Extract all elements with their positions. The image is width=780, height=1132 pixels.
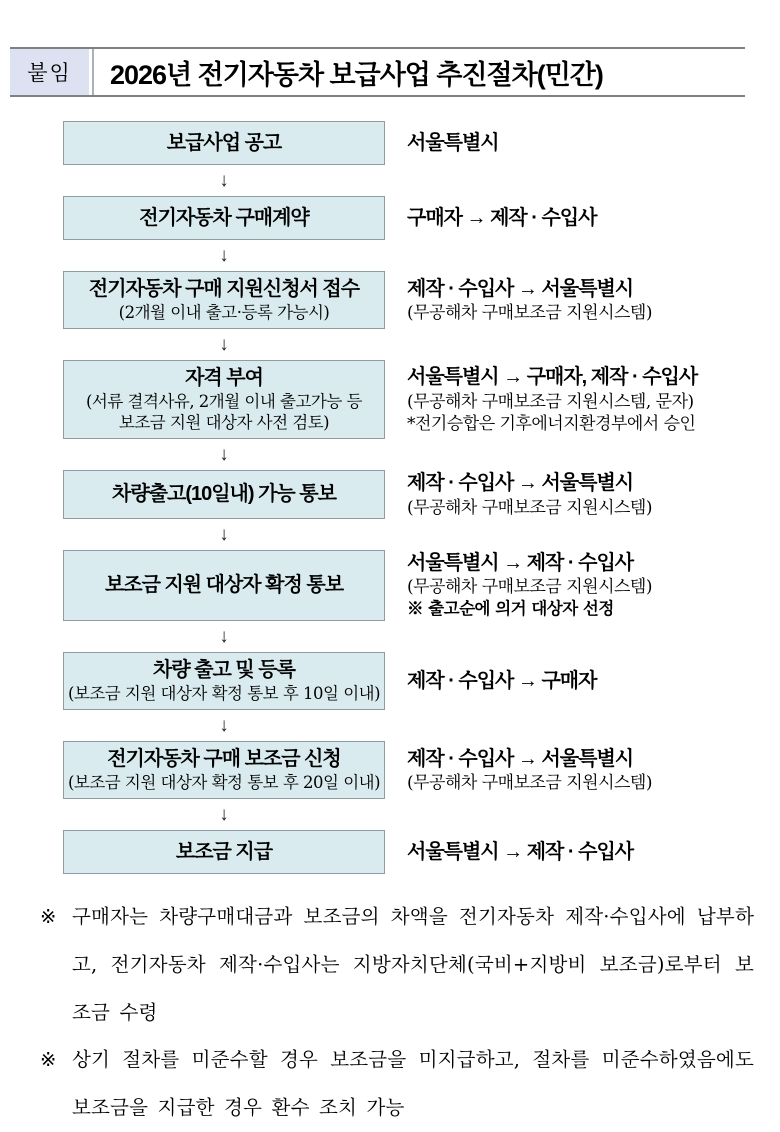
flow-label-note: ※ 출고순에 의거 대상자 선정 <box>407 599 614 619</box>
flow-box-subtitle: (2개월 이내 출고·등록 가능시) <box>118 303 330 322</box>
flow-step-label <box>407 360 755 439</box>
flow-box-subtitle: (보조금 지원 대상자 확정 통보 후 20일 이내) <box>67 773 381 793</box>
flow-box-title: 전기자동차 구매 보조금 신청 <box>107 748 341 771</box>
flow-label-subtitle: (무공해차 구매보조금 지원시스템) <box>407 303 652 324</box>
flow-label-title: 서울특별시 → 구매자, 제작 · 수입사 <box>407 366 698 389</box>
down-arrow-icon: ↓ <box>219 523 229 545</box>
flow-label-title: 서울특별시 → 제작 · 수입사 <box>407 551 634 574</box>
flow-step <box>63 830 755 874</box>
flow-step-label <box>407 830 755 874</box>
attachment-badge: 붙임 <box>10 49 89 95</box>
flow-label-subtitle: (무공해차 구매보조금 지원시스템) <box>407 577 652 598</box>
flow-box-title: 보조금 지원 대상자 확정 통보 <box>104 573 344 596</box>
flow-label-title: 제작 · 수입사 → 구매자 <box>407 669 597 692</box>
flow-step <box>63 470 755 518</box>
flow-box-title: 전기자동차 구매 지원신청서 접수 <box>88 278 360 300</box>
flow-label-title: 서울특별시 → 제작 · 수입사 <box>407 841 634 864</box>
flow-step-label <box>407 196 755 240</box>
flow-arrow-row <box>63 240 755 271</box>
flow-box <box>63 652 385 710</box>
flow-arrow-row <box>63 439 755 470</box>
flow-label-title: 서울특별시 <box>407 131 499 154</box>
flow-label-subtitle: (무공해차 구매보조금 지원시스템, 문자) <box>407 391 694 412</box>
flow-step-label <box>407 550 755 621</box>
down-arrow-icon: ↓ <box>219 715 229 737</box>
flow-step <box>63 360 755 439</box>
flow-arrow-row <box>63 621 755 652</box>
flow-step <box>63 196 755 240</box>
flow-box-title: 전기자동차 구매계약 <box>139 206 309 229</box>
flow-box <box>63 830 385 874</box>
flow-box-subtitle: 보조금 지원 대상자 사전 검토) <box>118 413 330 433</box>
flow-step-label <box>407 121 755 165</box>
flow-box <box>63 470 385 518</box>
flow-arrow-row <box>63 799 755 830</box>
flow-step <box>63 550 755 621</box>
down-arrow-icon: ↓ <box>219 170 229 191</box>
flow-arrow-row <box>63 710 755 741</box>
flow-box <box>63 741 385 799</box>
flow-step <box>63 741 755 799</box>
process-flowchart <box>63 121 755 874</box>
flow-box <box>63 196 385 240</box>
flow-step-label <box>407 470 755 518</box>
down-arrow-icon: ↓ <box>219 804 229 826</box>
flow-box-title: 보급사업 공고 <box>166 131 282 154</box>
flow-label-subtitle: *전기승합은 기후에너지환경부에서 승인 <box>407 413 696 434</box>
footer-notes <box>40 893 754 1132</box>
flow-box-subtitle: (보조금 지원 대상자 확정 통보 후 10일 이내) <box>67 684 381 704</box>
flow-arrow-row <box>63 165 755 196</box>
down-arrow-icon: ↓ <box>219 626 229 648</box>
note-marker-icon: ※ <box>40 1048 57 1072</box>
flow-box-title: 자격 부여 <box>185 367 263 390</box>
flow-box-title: 차량출고(10일내) 가능 통보 <box>112 483 336 506</box>
flow-step <box>63 271 755 329</box>
down-arrow-icon: ↓ <box>219 245 229 266</box>
flow-step <box>63 121 755 165</box>
note-item <box>40 1036 754 1132</box>
flow-label-title: 제작 · 수입사 → 서울특별시 <box>407 472 634 495</box>
page-title: 2026년 전기자동차 보급사업 추진절차(민간) <box>110 59 603 90</box>
flow-arrow-row <box>63 329 755 360</box>
flow-box <box>63 360 385 439</box>
document-header <box>10 47 745 97</box>
flow-step-label <box>407 652 755 710</box>
flow-label-subtitle: (무공해차 구매보조금 지원시스템) <box>407 773 652 794</box>
note-text: 구매자는 차량구매대금과 보조금의 차액을 전기자동차 제작·수입사에 납부하고, 전기자동차 제작·수입사는 지방자치단체(국비+지방비 보조금)로부터 보조금 수령 <box>72 905 754 1024</box>
flow-box <box>63 550 385 621</box>
down-arrow-icon: ↓ <box>219 444 229 466</box>
down-arrow-icon: ↓ <box>219 334 229 356</box>
flow-box-subtitle: (서류 결격사유, 2개월 이내 출고가능 등 <box>86 392 362 412</box>
flow-box-title: 보조금 지급 <box>175 840 273 863</box>
flow-step-label <box>407 741 755 799</box>
flow-label-subtitle: (무공해차 구매보조금 지원시스템) <box>407 497 652 518</box>
note-marker-icon: ※ <box>40 905 57 928</box>
flow-box <box>63 271 385 329</box>
note-text: 상기 절차를 미준수할 경우 보조금을 미지급하고, 절차를 미준수하였음에도 보조금을 지급한 경우 환수 조치 가능 <box>72 1048 754 1120</box>
flow-label-title: 구매자 → 제작 · 수입사 <box>407 206 597 229</box>
flow-arrow-row <box>63 519 755 550</box>
flow-step-label <box>407 271 755 329</box>
flow-label-title: 제작 · 수입사 → 서울특별시 <box>407 747 634 770</box>
flow-box-title: 차량 출고 및 등록 <box>153 659 295 682</box>
flow-box <box>63 121 385 165</box>
note-item <box>40 893 754 1036</box>
flow-label-title: 제작 · 수입사 → 서울특별시 <box>407 277 634 300</box>
flow-step <box>63 652 755 710</box>
